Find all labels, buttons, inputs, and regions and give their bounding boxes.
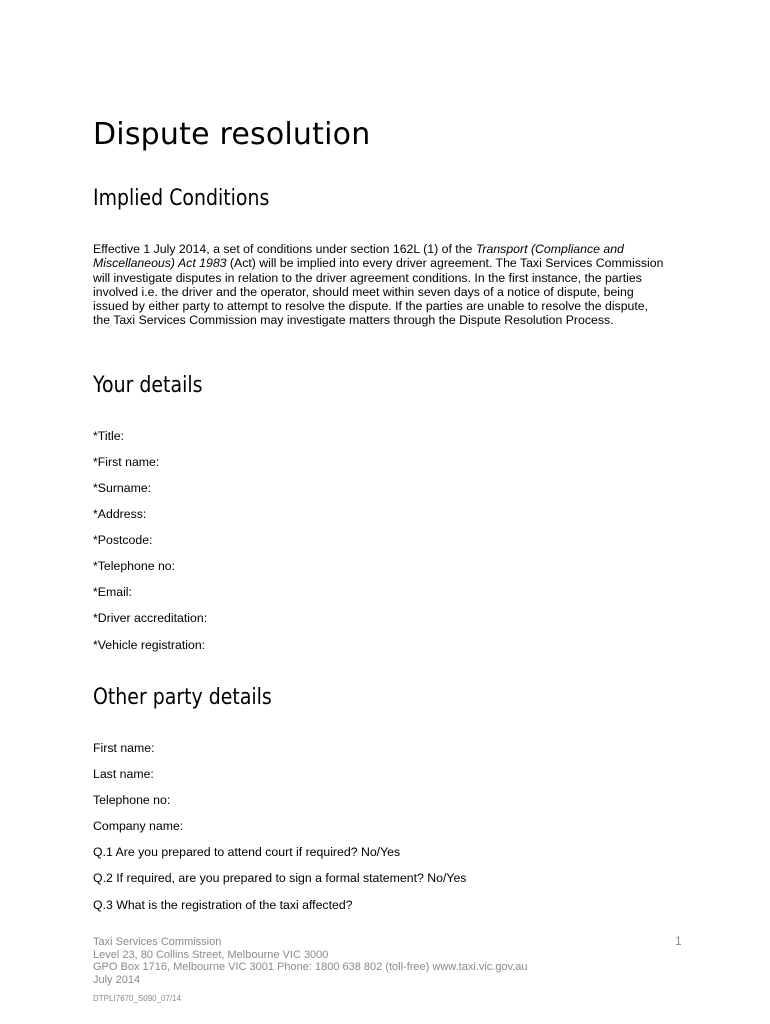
- page-footer: [93, 936, 528, 986]
- document-title: Dispute resolution: [93, 117, 371, 152]
- question-court[interactable]: Q.1 Are you prepared to attend court if required? No/Yes: [93, 845, 401, 859]
- question-statement[interactable]: Q.2 If required, are you prepared to sign a formal statement? No/Yes: [93, 871, 467, 885]
- field-vehicle-registration[interactable]: *Vehicle registration:: [93, 638, 206, 652]
- act-name: Transport (Compliance and Miscellaneous) Act 1983: [93, 242, 624, 271]
- footer-org: Taxi Services Commission: [93, 936, 222, 948]
- field-surname[interactable]: *Surname:: [93, 481, 152, 495]
- implied-conditions-paragraph: [93, 242, 668, 328]
- field-company-name[interactable]: Company name:: [93, 819, 184, 833]
- field-first-name[interactable]: *First name:: [93, 455, 160, 469]
- document-reference: DTPLI7670_S090_07/14: [93, 994, 182, 1003]
- field-telephone[interactable]: *Telephone no:: [93, 559, 176, 573]
- field-postcode[interactable]: *Postcode:: [93, 533, 153, 547]
- intro-text-1: Effective 1 July 2014, a set of conditions under section 162L (1) of the: [93, 242, 476, 256]
- footer-address: Level 23, 80 Collins Street, Melbourne VIC 3000: [93, 948, 329, 961]
- footer-contact: GPO Box 1716, Melbourne VIC 3001 Phone: 1800 638 802 (toll-free) www.taxi.vic.gov.au: [93, 961, 528, 974]
- field-other-first-name[interactable]: First name:: [93, 741, 155, 755]
- page-number: 1: [675, 934, 682, 948]
- field-other-telephone[interactable]: Telephone no:: [93, 793, 171, 807]
- field-email[interactable]: *Email:: [93, 585, 132, 599]
- your-details-heading: Your details: [93, 373, 203, 398]
- field-other-last-name[interactable]: Last name:: [93, 767, 154, 781]
- footer-date: July 2014: [93, 973, 141, 986]
- field-title[interactable]: *Title:: [93, 429, 124, 443]
- implied-conditions-heading: Implied Conditions: [93, 186, 270, 211]
- question-taxi-registration[interactable]: Q.3 What is the registration of the taxi affected?: [93, 898, 353, 912]
- field-address[interactable]: *Address:: [93, 507, 147, 521]
- field-driver-accreditation[interactable]: *Driver accreditation:: [93, 611, 208, 625]
- other-party-heading: Other party details: [93, 685, 272, 710]
- intro-text-2: (Act) will be implied into every driver agreement. The Taxi Services Commission will investigate disputes in relation to the driver agreement conditions. In the first instance, the parties involved i.e. the driver and the operator, should meet within seven days of a notice of dispute, being issued by either party to attempt to resolve the dispute. If the parties are unable to resolve the dispute, the Taxi Services Commission may investigate matters through the Dispute Resolution Process.: [93, 256, 664, 328]
